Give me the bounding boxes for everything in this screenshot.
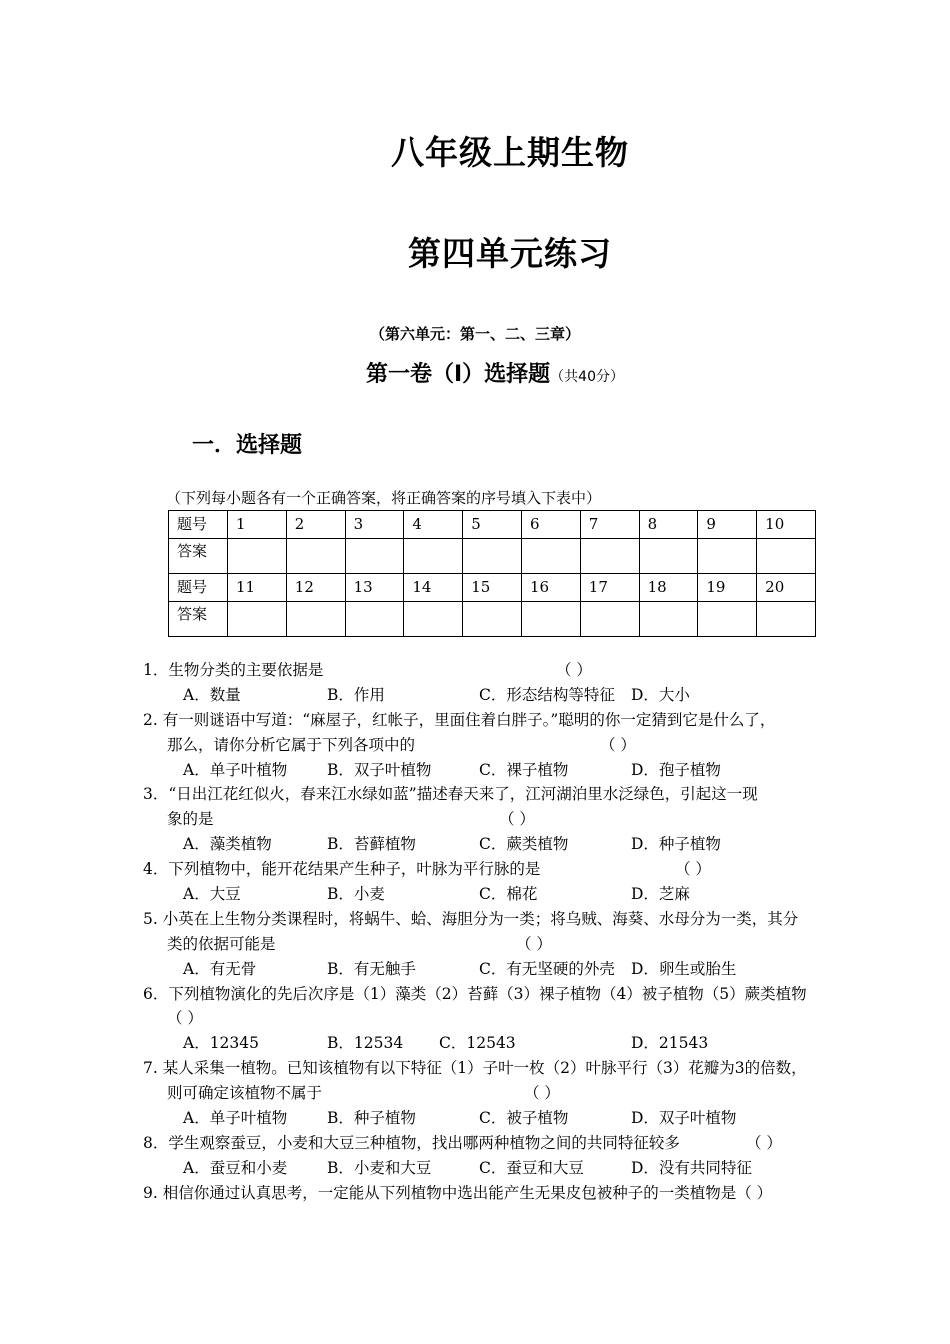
- option-d[interactable]: D．孢子植物: [631, 760, 721, 779]
- table-row: [169, 539, 816, 574]
- question-number-cell: 6: [521, 511, 580, 539]
- question-stem: 4．下列植物中，能开花结果产生种子，叶脉为平行脉的是 （ ）: [143, 857, 823, 882]
- question-number-cell: 14: [404, 574, 463, 602]
- question-number-cell: 7: [580, 511, 639, 539]
- question-number-cell: 16: [521, 574, 580, 602]
- question-options: [143, 1106, 823, 1131]
- answer-cell[interactable]: [521, 539, 580, 574]
- question-options: [143, 1156, 823, 1181]
- question-number-cell: 4: [404, 511, 463, 539]
- answer-blank[interactable]: （ ）: [746, 1133, 782, 1152]
- answer-table: [168, 510, 816, 637]
- option-d[interactable]: D．芝麻: [631, 885, 690, 904]
- option-a[interactable]: A．蚕豆和小麦: [183, 1158, 288, 1177]
- answer-cell[interactable]: [463, 602, 522, 637]
- question-number-cell: 18: [639, 574, 698, 602]
- page-title: 八年级上期生物: [391, 133, 629, 172]
- question-stem-continued: 则可确定该植物不属于 （ ）: [143, 1081, 823, 1106]
- question-stem-continued: 象的是 （ ）: [143, 807, 823, 832]
- answer-cell[interactable]: [228, 539, 287, 574]
- question-number-cell: 9: [698, 511, 757, 539]
- answer-cell[interactable]: [639, 539, 698, 574]
- row-label: 题号: [169, 511, 228, 539]
- question-options: [143, 957, 823, 982]
- option-b[interactable]: B．作用: [327, 685, 385, 704]
- answer-cell[interactable]: [404, 602, 463, 637]
- answer-blank[interactable]: （ ）: [556, 661, 592, 679]
- option-b[interactable]: B．有无触手: [327, 959, 416, 978]
- table-row: [169, 574, 816, 602]
- option-b[interactable]: B．双子叶植物: [327, 760, 432, 779]
- question-number-cell: 20: [757, 574, 816, 602]
- option-d[interactable]: D．双子叶植物: [631, 1109, 737, 1128]
- question-options: [143, 1031, 823, 1056]
- option-d[interactable]: D．大小: [631, 685, 690, 704]
- answer-blank[interactable]: （ ）: [167, 1009, 203, 1028]
- question-number-cell: 15: [463, 574, 522, 602]
- answer-cell[interactable]: [463, 539, 522, 574]
- answer-cell[interactable]: [757, 539, 816, 574]
- question-number-cell: 10: [757, 511, 816, 539]
- option-d[interactable]: D．种子植物: [631, 835, 721, 854]
- option-a[interactable]: A．单子叶植物: [183, 760, 288, 779]
- answer-cell[interactable]: [757, 602, 816, 637]
- answer-cell[interactable]: [345, 539, 404, 574]
- option-c[interactable]: C．棉花: [479, 885, 538, 904]
- volume-score-note: （共40分）: [550, 369, 624, 385]
- chapter-scope: （第六单元：第一、二、三章）: [369, 325, 580, 343]
- option-b[interactable]: B．种子植物: [327, 1109, 416, 1128]
- question-options: [143, 882, 823, 907]
- question-number-cell: 12: [286, 574, 345, 602]
- option-b[interactable]: B．12534: [327, 1034, 404, 1053]
- option-c[interactable]: C．有无坚硬的外壳: [479, 959, 615, 978]
- option-a[interactable]: A．数量: [183, 685, 241, 704]
- table-row: [169, 602, 816, 637]
- question-list: [143, 658, 823, 1206]
- option-a[interactable]: A．单子叶植物: [183, 1109, 288, 1128]
- option-a[interactable]: A．大豆: [183, 885, 241, 904]
- option-a[interactable]: A．藻类植物: [183, 835, 272, 854]
- answer-blank[interactable]: （ ）: [499, 810, 535, 829]
- option-a[interactable]: A．有无骨: [183, 959, 257, 978]
- question-number-cell: 8: [639, 511, 698, 539]
- question-stem: 8．学生观察蚕豆，小麦和大豆三种植物，找出哪两种植物之间的共同特征较多 （ ）: [143, 1131, 823, 1156]
- option-d[interactable]: D．21543: [631, 1034, 709, 1053]
- question-stem: 6．下列植物演化的先后次序是（1）藻类（2）苔藓（3）裸子植物（4）被子植物（5）蕨类植物: [143, 984, 807, 1003]
- option-c[interactable]: C．蚕豆和大豆: [479, 1158, 584, 1177]
- option-b[interactable]: B．小麦: [327, 885, 385, 904]
- question-number-cell: 11: [228, 574, 287, 602]
- question-stem: 3．“日出江花红似火，春来江水绿如蓝”描述春天来了，江河湖泊里水泛绿色，引起这一现: [143, 785, 758, 804]
- question-number-cell: 13: [345, 574, 404, 602]
- question-stem: 5. 小英在上生物分类课程时，将蜗牛、蛤、海胆分为一类；将乌贼、海葵、水母分为一类，其分: [143, 909, 799, 928]
- page-subtitle-unit: 第四单元练习: [408, 234, 612, 273]
- instruction-text: （下列每小题各有一个正确答案，将正确答案的序号填入下表中）: [166, 489, 602, 507]
- option-c[interactable]: C．12543: [439, 1034, 516, 1053]
- question-number-cell: 2: [286, 511, 345, 539]
- question-stem-continued: 类的依据可能是 （ ）: [143, 932, 823, 957]
- option-b[interactable]: B．小麦和大豆: [327, 1158, 432, 1177]
- answer-cell[interactable]: [580, 602, 639, 637]
- answer-cell[interactable]: [345, 602, 404, 637]
- answer-blank[interactable]: （ ）: [516, 934, 552, 953]
- question-number-cell: 19: [698, 574, 757, 602]
- option-d[interactable]: D．卵生或胎生: [631, 959, 737, 978]
- volume-title-main: 第一卷（I）选择题: [365, 362, 551, 387]
- question-stem: 9. 相信你通过认真思考，一定能从下列植物中选出能产生无果皮包被种子的一类植物是（ ）: [143, 1183, 773, 1202]
- answer-blank[interactable]: （ ）: [600, 735, 636, 754]
- answer-cell[interactable]: [286, 602, 345, 637]
- answer-cell[interactable]: [404, 539, 463, 574]
- answer-cell[interactable]: [698, 539, 757, 574]
- question-number-cell: 3: [345, 511, 404, 539]
- question-number-cell: 17: [580, 574, 639, 602]
- volume-title: [0, 357, 950, 388]
- question-options: [143, 832, 823, 857]
- answer-blank[interactable]: （ ）: [675, 860, 711, 879]
- answer-blank[interactable]: （ ）: [524, 1084, 560, 1103]
- option-d[interactable]: D．没有共同特征: [631, 1158, 752, 1177]
- answer-cell[interactable]: [639, 602, 698, 637]
- answer-cell[interactable]: [698, 602, 757, 637]
- question-number-cell: 5: [463, 511, 522, 539]
- option-c[interactable]: C．被子植物: [479, 1109, 569, 1128]
- question-stem: 7. 某人采集一植物。已知该植物有以下特征（1）子叶一枚（2）叶脉平行（3）花瓣为3的倍数，: [143, 1059, 807, 1078]
- row-label: 题号: [169, 574, 228, 602]
- option-c[interactable]: C．裸子植物: [479, 760, 569, 779]
- option-c[interactable]: C．蕨类植物: [479, 835, 569, 854]
- question-stem-continued: 那么，请你分析它属于下列各项中的 （ ）: [143, 733, 823, 758]
- answer-cell[interactable]: [286, 539, 345, 574]
- answer-cell[interactable]: [521, 602, 580, 637]
- table-row: [169, 511, 816, 539]
- question-options: [143, 758, 823, 783]
- answer-cell[interactable]: [228, 602, 287, 637]
- option-c[interactable]: C．形态结构等特征: [479, 685, 615, 704]
- answer-cell[interactable]: [580, 539, 639, 574]
- section-heading: 一．选择题: [192, 433, 303, 458]
- option-b[interactable]: B．苔藓植物: [327, 835, 416, 854]
- question-stem: 1．生物分类的主要依据是 （ ）: [143, 658, 823, 683]
- question-number-cell: 1: [228, 511, 287, 539]
- question-stem: 2. 有一则谜语中写道：“麻屋子，红帐子，里面住着白胖子。”聪明的你一定猜到它是什么了，: [143, 710, 776, 729]
- row-label: 答案: [169, 539, 228, 574]
- row-label: 答案: [169, 602, 228, 637]
- question-options: [143, 683, 823, 708]
- option-a[interactable]: A．12345: [183, 1034, 260, 1053]
